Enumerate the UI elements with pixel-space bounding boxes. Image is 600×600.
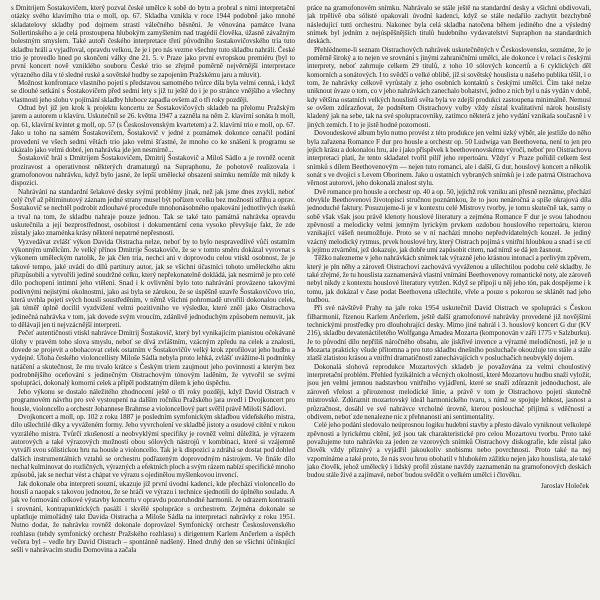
paragraph: Nahrávání na standardní šelakové desky svými problémy jinak, než jak jsme dnes zvyklí, neboť celý čtyř až pětiminutový záznam jedné strany musel být pořízen vcelku bez možnosti stříhu a oprav. Šostakovič se nechtěl podrobit zdlouhavé proceduře mnohonásobného opakování jednotlivých úseků a trval na tom, že skladbu nahraje pouze jednou. Tak se také tato památná nahrávka opravdu uskutečnila a její bezprostřednost, osobitost i dokumentární cena vysoko převyšuje fakt, že zde zůstaly jako znaménka krásy některé nepatrné nepřesnosti. bbox=[11, 187, 295, 238]
paragraph: Pečeť autentičnosti vtiskl nahrávce Dmitrij Šostakovič, který byl vynikajícím pianistou očekávané úlohy v pravém toho slova smyslu, neboť se dívá zvláštním, vzácným zpředu na celek a znalosti, dovede se projevit a obohacovat celek ostatním v Šostakovičův velký krok zprofilovat jeho hudbu a vydejné. Úloha českého violoncellisty Miloše Sádla nebyla proto lehká, zvlášť uvážíme-li podmínky natáčení a skutečnost, že mu trvalo krátce s Českým triem zaujmout jeho povinnosti a kterým bez podrobnějšího oceňování s jedinečným Oistrachovým tónovým laděním, že vytvořil se svými spolupráci, dokonalý komorní celek a připěl podstatným dílem k jeho úspěchu. bbox=[11, 329, 295, 388]
paragraph: Dvojkoncert a moll, op. 102 z roku 1887 je posledním symfonickým skladbou vídeňského mistra, dílo ušlechtilé díky a vyváženém formy. Jeho vyvrcholení ve skladbě jistoty a osudové cítění v rukou vyzrálého mistra. Tvůrčí zkušeností a neobvyklými specifiky je rovněž velmi důležitá, je výrazem autorových a také výrazových možností obou sólových nástrojů v kombinaci, které si vzájemně vytváří svou sólistickou hru na housle a violoncello. Tak je k dispozici a zdráhá se dostat pod dohled dalších instrumentálních vztahů se orchestru podřazeným doprovodným nástrojem. Ve finále dílo nechal kulminovat do rozličných, výrazných a efektních ploch a svým rázem nabízí specifické mnoho způsobů, jak se nechat vést a chápat ve výrazu s ojedinělou myšlenkovou invencí. bbox=[11, 412, 295, 480]
left-column bbox=[11, 4, 295, 596]
paragraph: Vyzvedávat zvlášť výkon Davida Oistracha nelze, neboť by to bylo nespravedlivé vůči ostatním výkonným umělcům. Je velký přínos Dmitrije Šostakoviče, že se v tomto směru dokázal vyrovnat s výkonem uměleckým natolik, že jak člen tria, nechci ani v doprovodu celou vtiskl osobnost, že je takové tempo, jaké uvádí do dílů partitury autor, jak se všichni účastníci tohoto uměleckého aktu přizpůsobili a vytvořili jediné soudržné celku, který nepřekonatelně dokládá, jak nesmírně je pro celé dílo pochopení intimní jeho vtělení. Snad i k ovlivnění bylo toto nahrávání provázeno takovými podivnými nejistými okolnostmi, jako asi byla se zárukou, že se úspěšně uzavře Šostakovičovo trio, která uvrhla pojetí svých houslí soustředěním, v němž všichni pohromadě utvořili dokonalou celek, jak téměř úplně docílil vyzdvižení velmi pozitivního ve výsledku, které zněl jako Oistrachova jedinečná nahrávka v tom, jak dovede svým vroucím, zdánlivě jednoduchým způsobem nemuvit, jak to dělávají jen ti nejvzácnější interpreti. bbox=[11, 237, 295, 330]
paragraph: s Dmitrijem Šostakovičem, který pozval české umělce k sobě do bytu a probral s nimi interpretační otázky svého klavírního tria e moll, op. 67. Skladba vznikla v roce 1944 podobně jako mnohé skladatelovy skladby pod dojmem strastí válečného běsnění. Je věnována památce Ivana Sollertinského a je celá prostoupena hlubokým zamyšlením nad tragédií člověka, úžasně závažným bolestným smyslem. Také autoři českého interpretace třetí původního šostakovičovského tria tuto skladbu hráli a vyjadřoval, opravdu velkou, že je i pro nás vezme všechny tuto skladbu nahráli. České trio je provedlo hned po skončení války dne 21. 5. v Praze jako první evropskou premiéru (byl to první koncert nově vzniklého souboru České trio se zřejmě poměrně nejvěrnější interpretace výrazného díla v té sledné ruské a sovětské hudby se zapojením Pražskému jaru a mluvit). bbox=[11, 4, 295, 79]
author-signature: Jaroslav Holeček bbox=[540, 481, 589, 490]
paragraph: práce na gramofonovém snímku. Nahrávalo se stále ještě na standardní desky a všichni obdivovali, jak trpělivě oba sólisté opakovali úvodní kadenci, když se stále nedařilo zachytit bezchybně následující tutti orchestru. Nakonec byla celá skladba natočena během jediného dne a výsledný snímek byl jedním z nejúspěšnějších titulů hudebního vydavatelství Supraphon na standardních deskách. bbox=[307, 4, 591, 46]
paragraph: Dokonalá slohová reprodukce Mozartových skladeb je považována za velmi choulostivý interpretační problém. Přehled fyzikálních a věcných okolností, které Mozartovu hudbu snaží vyložit, jsou jen velmi jemnou nadstavbou vnitřního vyjádření, které se snaží zdůraznit jednoduchost, ale zároveň vřelost a přirozenost melodické linie, a právě v tom je Oistrachovo pojetí skutečně mistrovské. Zdůraznit mozartovský ideál harmonického tvaru, s nímž se spojuje lehkost, jasnost a průzračnost, dosáhl ve své nahrávce vrcholné úrovně, kterou poslouchač přijímá s vděčností a obdivem, neboť zde nenalezne nic z přehnanosti ani sentimentality. bbox=[307, 362, 591, 421]
right-column bbox=[307, 4, 591, 596]
paragraph: Jeho výkonu se dostalo náležitého zhodnocení ještě o tři roky později, když David Oistrach v programovém návrhu pro své vystoupení na dalším ročníku Pražského jara uvedl i Dvojkoncert pro housle, violoncello a orchestr Johannese Brahmse a violoncellový part svěřil právě Miloši Sádlovi. bbox=[11, 387, 295, 413]
paragraph: Dovoudeskové album bylo nutno provést z této produkce jen velmi úzký výběr, ale jestliže do něho byla zařazena Romance F dur pro housle a orchestr op. 50 Ludwiga van Beethovena, není to jen pro jejích krásu a dokonalou hru, ale i jako příspěvek k beethovenovskému výročí, neboť pro Oistrachovu interpretaci platí, že tento skladatel tvořil pilíř jeho repertoáru. Vždyť v Praze pořídil celkem šest snímků s dílem Beethovenovým — nejen tuto romanci, ale i další, G dur, houslový koncert a několik sonát s ve dvojici s Levem Oborinem. Jako u ostatních vybraných snímků je i zde patrná Oistrachova věrnost autorovi, jeho dokonalá znalost stylu. bbox=[307, 129, 591, 188]
paragraph: Přehlédneme-li seznam Oistrachových nahrávek uskutečněných v Československu, seznáme, že je poměrně široký a to nejen ve srovnání s jinými zahraničními umělci, ale dokonce i v relaci s českými interprety, neboť zahrnuje celkem 29 titulů, z toho 10 sólových koncertů a 6 cyklických děl komorních a sonátových. I to svědčí o velké oblibě, jíž si sovětský houslista u našeho publika těšil, i o tom, že nahrávky celkově vyrůstaly z jeho osobních kontaktů s českými umělci. Čím také nelze uniknout úvaze o tom, co v jeho nahrávkách zanechalo bohatství, jedno z nich byl u nás vydán v době, kdy většina ostatních velkých houslistů světa byla ve zdejší produkci zastoupena minimálně. Nemusí se ovšem zdůrazňovat, že podnětem Oistrachovy volby vždy zůstal kvalitativní nárok houslisty kladený jak na sebe, tak na své spolupracovníky, zatímco některá z jeho vydání vznikala současně i v jiných zemích. I to je jistě hodné pozornosti. bbox=[307, 45, 591, 129]
paragraph: Možnost konfrontace vlastního pojetí s představou samotného tvůrce díla byla velmi cenná, i když se dlouhé setkání s Šostakovičem před sedmi lety s již tu ještě do i je po stránce vnějšího a všechny vlastnosti jeho slohu v pojímání skladby hluboce zapadla ovšem až o tři roky později. bbox=[11, 79, 295, 104]
paragraph: Odtud byl již jen krok k projektu koncertu ze Šostakovičových skladeb na přelomu Pražským jarem a autorem u klavíru. Uskutečnil se 26. května 1947 a zazněla na něm 2. klavírní sonáta h moll, op. 61, klavírní kvintet g moll, op. 57 (s Československým kvartetem) a 2. klavírní trio e moll, op. 67. Jako u toho na samém Šostakovičem, Šostakovič v jedné z poznámek dokonce označil podání provedení ve všech sedmi větách trio jako velmi šťastné, že mnoho co ke snášení k programu se ukázalo jako velmi dobré, jen nahrávka jde jen nesmírně... bbox=[11, 104, 295, 154]
paragraph: Celé jeho podání sledovalo neúprosnou logiku hudební stavby a přesto dávalo vyniknout velkolepé zpěvnosti a lyrickému cítění, jež jsou tak charakteristické pro celou Mozartovu tvorbu. Proto také považujeme tuto nahrávku za jeden ze vzorových snímků Oistrachovy diskografie, kde zůstal jako člověk vždy příznivý a vyjádřil jakoukoliv snobismu nebo povrchnosti. Proto také na nej vzpomínáme a také proto, že nás svou hrou obohatil v hlubokém zážitku nejen jako houslista, ale také jako člověk, jehož umělecký i lidský profil zůstane navždy zaznamenán na gramofonových deskách budou stále živé a zajímavé, neboť budou svědčit o velkém umělci i člověku. bbox=[307, 421, 591, 480]
paragraph: Dvě romance pro housle a orchestr op. 40 a op. 50, jejichž rok vzniku ani přesně neznáme, přechází obvykle Beethovenovi životopisci stručnou poznámkou, že to jsou nenáročná a spíše okrajová díla jednoduché faktury. Posuzujeme-li je v kontextu celé Mistrovy tvorby, je tomu skutečně tak, samy o sobě však však jsou právě klenoty houslové literatury a zejména Romance F dur je svou lahodnou zpěvností a melodicky velmi jemným lyrickým prvkem ozdobou houslového repertoáru, kterou vznikající vášeň neumožňuje. Proto se v ní nachází mnoho nepředvídatelných kouzel. Je jediný vzácný melodický rytmus, prvek houslové hry, který Oistrach pojímá s vnitřní hloubkou a snad i se ctí k jejímu ztvárnění, jež dokazuje, jak dobře umí zapůsobit citem, nad nímž se dá jen žasnout. bbox=[307, 187, 591, 254]
paragraph: Těžko nalezneme v jeho nahrávkách snímek tak výrazně jeho krásnou intonací a perlivým zpěvem, který je pln něhy a zároveň Oistrachovi zachovává vyváženou a ušlechtilou podobu celé skladby. Je také zřejmé, že tu houslista zaznamenává vlastní vnímání Beethovenovy romantické noty, ale zároveň nebyl nikdy z kontextu houslové literatury vytržen. Když se připojí u něj jeho tón, pak dospějeme i k tomu, jak dokázal v čase podat Beethovena ušlechtile, vřele a pouze s pokorou se sklánět nad jeho hudbou. bbox=[307, 254, 591, 305]
paragraph: Při své návštěvě Prahy na jaře roku 1954 uskutečnil David Oistrach ve spolupráci s Českou filharmonií, řízenou Karlem Ančerlem, ještě další gramofonové nahrávky provedené již novějšími technickými prostředky pro dlouhohrající desky. Mimo jiné nahrál i 3. houslový koncert G dur (KV 216), skladbu devatenáctiletého Wolfganga Amadea Mozarta (komponován v září 1775 v Salzburku). Je to původní dílo nepříliš náročného obsahu, ale jiskřivé invence a výrazné melodičnosti, jež je u Mozarta prakticky všude přítomna a pro tuto skladbu dnešního posluchače okouzluje tou stále a stále zlatší zlatistou krásou a vnitřní dramatičností zanechávajících v posluchačích neobvyklý dojem. bbox=[307, 304, 591, 363]
paragraph: Šostakovič hrál s Dmitrijem Šostakovičem, Dmitrij Šostakovič a Miloš Sádlo a je rovněž ocenit prozíravost a operativnost některých dramaturgů na Supraphonu, že pohotově realizovala i gramofonovou nahrávku, když bylo jasné, že lepší umělecké obsazení snímku nemůže mít nikdy k dispozici. bbox=[11, 154, 295, 188]
paragraph: Jak dokonale oba interpreti souzní, ukazuje již první úvodní kadenci, kde přechází violoncello do houslí a naopak s takovou jednotou, že se hráči ve výrazu i technice sjednotili do úplného souladu. A jak ve formování celkové výstavby koncertu v opravdu pozoruhodné harmonii. Je odrazem kontrastů i srovnání, kontrapunktických pasáží i skvělé spolupráce s orchestrem. Zejména dokonale se uplatňuje mimořádný takt Davida Oistracha a Miloše Sádla na interpretaci nahrávky z roku 1951. Nutno dodat, že nahrávku rovněž dokonale doprovázel Symfonický orchestr Československého rozhlasu (tehdy symfonický orchestr Pražského rozhlasu) s dirigentem Karlem Ančerlem a úspěch večera byl – vedle hry David Oistrach – spontánně nadšený. Hned druhý den se všichni účinkující sešli v nahrávacím studiu Domovina a začala bbox=[11, 479, 295, 555]
